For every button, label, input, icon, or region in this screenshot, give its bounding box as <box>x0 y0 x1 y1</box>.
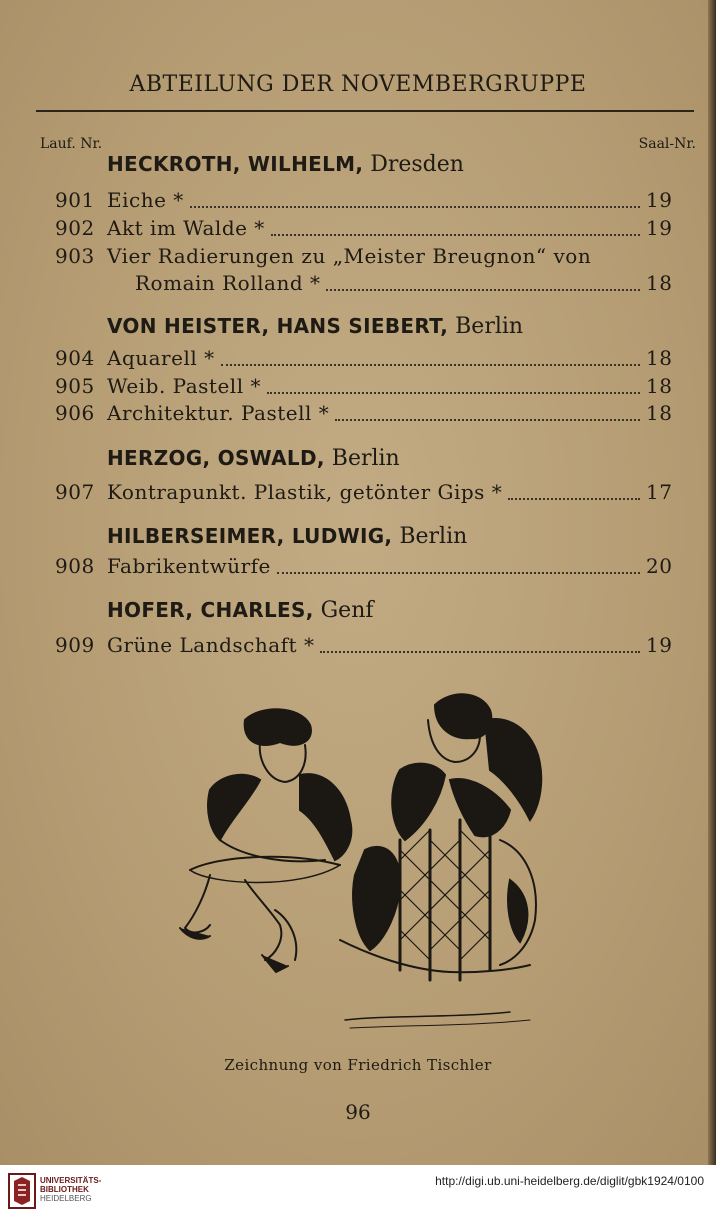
catalog-entry <box>55 480 672 506</box>
entry-number: 905 <box>55 374 95 398</box>
leader-dots <box>277 572 640 574</box>
leader-dots <box>326 289 640 291</box>
entry-room: 20 <box>646 554 673 578</box>
entry-title: Aquarell * <box>107 346 215 370</box>
leader-dots <box>190 206 640 208</box>
entry-number: 908 <box>55 554 95 578</box>
artist-city: Genf <box>320 598 374 623</box>
permalink-url[interactable]: http://digi.ub.uni-heidelberg.de/diglit/gbk1924/0100 <box>435 1174 704 1188</box>
leader-dots <box>335 419 640 421</box>
entry-room: 18 <box>646 401 673 425</box>
artist-name: HERZOG, OSWALD, <box>107 446 325 470</box>
entry-room: 19 <box>646 633 673 657</box>
leader-dots <box>508 498 640 500</box>
artist-name: HECKROTH, WILHELM, <box>107 152 364 176</box>
entry-number: 907 <box>55 480 95 504</box>
entry-title: Akt im Walde * <box>107 216 265 240</box>
catalog-entry <box>55 346 672 372</box>
artist-city: Dresden <box>370 152 464 177</box>
artist-heading <box>107 446 400 471</box>
catalog-entry <box>55 554 672 580</box>
digitization-footer <box>0 1165 716 1217</box>
entry-room: 17 <box>646 480 673 504</box>
artist-name: HILBERSEIMER, LUDWIG, <box>107 524 393 548</box>
catalog-entry <box>55 374 672 400</box>
entry-title: Eiche * <box>107 188 184 212</box>
entry-number: 901 <box>55 188 95 212</box>
artist-city: Berlin <box>455 314 524 339</box>
leader-dots <box>221 364 640 366</box>
university-library-logo-icon <box>8 1173 36 1209</box>
entry-number: 906 <box>55 401 95 425</box>
catalog-entry-continuation <box>55 271 672 297</box>
page-number: 96 <box>345 1100 371 1124</box>
artist-heading <box>107 524 467 549</box>
catalog-entry <box>55 244 672 270</box>
artist-heading <box>107 152 464 177</box>
catalog-entry <box>55 216 672 242</box>
entry-number: 902 <box>55 216 95 240</box>
children-drawing <box>150 680 570 1040</box>
header-rule <box>36 110 694 112</box>
artist-city: Berlin <box>331 446 400 471</box>
entry-room: 18 <box>646 271 673 295</box>
catalog-entry <box>55 401 672 427</box>
leader-dots <box>271 234 640 236</box>
entry-title-continued: Romain Rolland * <box>135 271 321 295</box>
entry-title: Kontrapunkt. Plastik, getönter Gips * <box>107 480 503 504</box>
entry-number: 904 <box>55 346 95 370</box>
entry-number: 903 <box>55 244 95 268</box>
artist-heading <box>107 314 523 339</box>
artist-name: VON HEISTER, HANS SIEBERT, <box>107 314 449 338</box>
entry-title: Grüne Landschaft * <box>107 633 315 657</box>
page-header: ABTEILUNG DER NOVEMBERGRUPPE <box>129 72 587 97</box>
entry-title: Architektur. Pastell * <box>107 401 330 425</box>
room-number-label: Saal-Nr. <box>638 136 696 152</box>
entry-title: Vier Radierungen zu „Meister Breugnon“ von <box>107 244 592 268</box>
entry-room: 19 <box>646 216 673 240</box>
entry-title: Weib. Pastell * <box>107 374 261 398</box>
entry-room: 18 <box>646 346 673 370</box>
entry-room: 18 <box>646 374 673 398</box>
running-number-label: Lauf. Nr. <box>40 136 103 152</box>
artist-heading <box>107 598 374 623</box>
illustration-caption: Zeichnung von Friedrich Tischler <box>224 1056 492 1074</box>
book-spine-shadow <box>708 0 716 1165</box>
library-name: UNIVERSITÄTS- BIBLIOTHEK HEIDELBERG <box>40 1176 102 1203</box>
entry-title: Fabrikentwürfe <box>107 554 271 578</box>
leader-dots <box>320 651 640 653</box>
catalog-entry <box>55 633 672 659</box>
artist-city: Berlin <box>399 524 468 549</box>
leader-dots <box>267 392 640 394</box>
artist-name: HOFER, CHARLES, <box>107 598 314 622</box>
entry-number: 909 <box>55 633 95 657</box>
catalog-entry <box>55 188 672 214</box>
entry-room: 19 <box>646 188 673 212</box>
